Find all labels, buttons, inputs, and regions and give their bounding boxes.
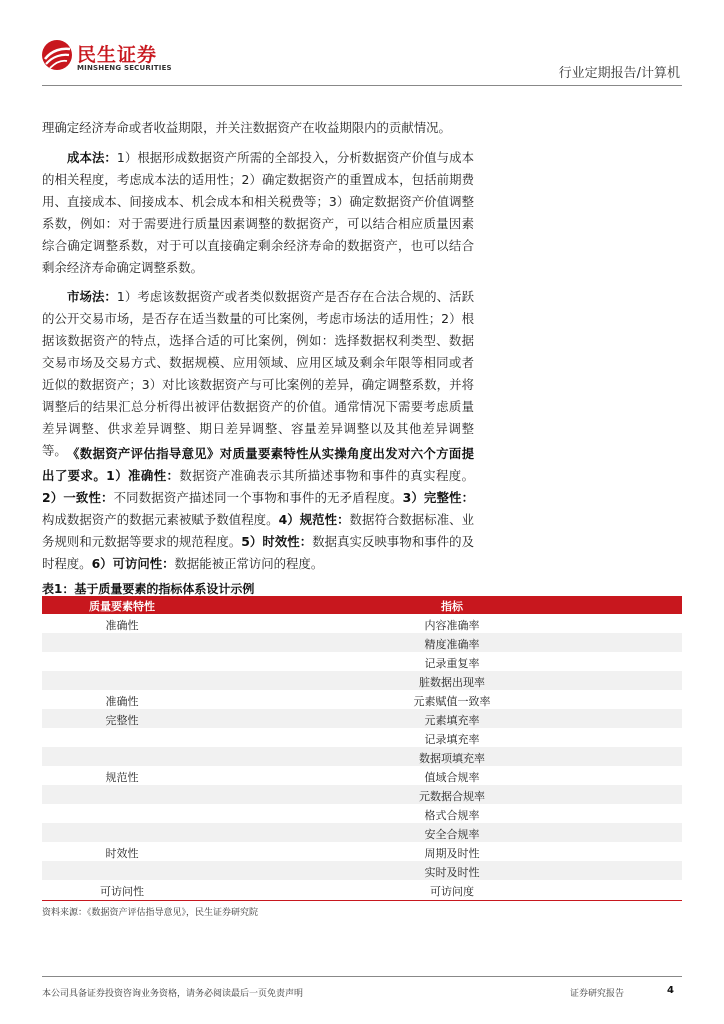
- table-bottom-rule: [42, 900, 682, 901]
- table-row: [42, 652, 682, 671]
- table-row: [42, 728, 682, 747]
- footer-disclaimer: 本公司具备证券投资咨询业务资格，请务必阅读最后一页免责声明: [42, 989, 304, 999]
- table-row: [42, 709, 682, 728]
- normative-text: 数据符合数据标准、业务规则和元数据等要求的规范程度。: [42, 512, 475, 549]
- table-source-note: 资料来源：《数据资产评估指导意见》，民生证券研究院: [42, 908, 259, 918]
- table-header-row: [42, 596, 682, 614]
- accuracy-label: 1）准确性：: [106, 468, 180, 483]
- footer-divider: [42, 976, 682, 977]
- paragraph-income-approach-end: 理确定经济寿命或者收益期限，并关注数据资产在收益期限内的贡献情况。: [42, 120, 451, 135]
- table-cell-indicator: 元素赋值一致率: [413, 695, 491, 708]
- table-row: [42, 842, 682, 861]
- page-header: [0, 0, 724, 84]
- consistency-text: 不同数据资产描述同一个事物和事件的无矛盾程度。: [113, 490, 403, 505]
- table-row: [42, 633, 682, 652]
- table-cell-indicator: 元数据合规率: [419, 790, 485, 803]
- table-cell-indicator: 格式合规率: [424, 809, 480, 822]
- normative-label: 4）规范性：: [278, 512, 350, 527]
- table-cell-indicator: 数据项填充率: [419, 752, 485, 765]
- paragraph-quality-elements: [42, 443, 474, 575]
- table-cell-indicator: 记录填充率: [424, 733, 480, 746]
- table-row: [42, 785, 682, 804]
- table-title: 表1：基于质量要素的指标体系设计示例: [42, 582, 255, 596]
- header-divider: [42, 85, 682, 86]
- table-cell-quality-element: 完整性: [105, 714, 139, 727]
- table-row: [42, 823, 682, 842]
- quality-intro: 《数据资产评估指导意见》对质量要素特性从实操角度出发对六个方面提出了要求。: [42, 446, 474, 483]
- table-cell-indicator: 值域合规率: [424, 771, 480, 784]
- table-cell-quality-element: 准确性: [105, 695, 139, 708]
- table-row: [42, 880, 682, 899]
- table-header-cell: 指标: [441, 600, 463, 613]
- company-logo: [40, 38, 180, 78]
- paragraph-cost-approach: [42, 147, 474, 279]
- table-cell-indicator: 内容准确率: [424, 619, 480, 632]
- table-row: [42, 690, 682, 709]
- timeliness-text: 数据真实反映事物和事件的及时程度。: [42, 534, 475, 571]
- table-cell-indicator: 记录重复率: [424, 657, 480, 670]
- brand-name-en: MINSHENG SECURITIES: [77, 64, 172, 72]
- paragraph-market-approach: [42, 286, 474, 462]
- brand-name: 民生证券: [77, 44, 158, 66]
- market-approach-text: 1）考虑该数据资产或者类似数据资产是否存在合法合规的、活跃的公开交易市场，是否存在适当数量的可比案例，考虑市场法的适用性；2）根据该数据资产的特点，选择合适的可比案例，例如：选择数据权利类型、数据交易市场及交易方式、数据规模、应用领域、应用区域及剩余年限等相同或者近似的数据资产；3）对比该数据资产与可比案例的差异，确定调整系数，并将调整后的结果汇总分析得出被评估数据资产的价值。通常情况下需要考虑质量差异调整、供求差异调整、期日差异调整、容量差异调整以及其他差异调整等。: [42, 289, 474, 458]
- table-cell-indicator: 周期及时性: [424, 847, 480, 860]
- cost-approach-label: 成本法：: [67, 150, 117, 165]
- accessibility-text: 数据能被正常访问的程度。: [174, 556, 324, 571]
- timeliness-label: 5）时效性：: [241, 534, 313, 549]
- table-cell-indicator: 可访问度: [430, 885, 474, 898]
- logo-emblem-icon: [40, 38, 74, 72]
- page-number: 4: [667, 985, 674, 996]
- quality-indicator-table: [42, 596, 682, 899]
- table-cell-quality-element: 时效性: [105, 847, 139, 860]
- consistency-label: 2）一致性：: [42, 490, 114, 505]
- table-row: [42, 804, 682, 823]
- accessibility-label: 6）可访问性：: [91, 556, 175, 571]
- table-cell-indicator: 脏数据出现率: [419, 676, 485, 689]
- table-cell-indicator: 元素填充率: [424, 714, 480, 727]
- footer-doc-type: 证券研究报告: [570, 989, 625, 999]
- table-cell-quality-element: 准确性: [105, 619, 139, 632]
- table-cell-quality-element: 规范性: [105, 771, 139, 784]
- table-cell-quality-element: 可访问性: [100, 885, 144, 898]
- completeness-label: 3）完整性：: [402, 490, 474, 505]
- market-approach-label: 市场法：: [67, 289, 117, 304]
- table-row: [42, 614, 682, 633]
- table-body: [42, 614, 682, 899]
- table-cell-indicator: 实时及时性: [424, 866, 480, 879]
- table-header-cell: 质量要素特性: [89, 600, 155, 613]
- table-row: [42, 861, 682, 880]
- table-cell-indicator: 精度准确率: [424, 638, 480, 651]
- accuracy-text: 数据资产准确表示其所描述事物和事件的真实程度。: [179, 468, 475, 483]
- completeness-text: 构成数据资产的数据元素被赋予数值程度。: [42, 512, 279, 527]
- report-category: 行业定期报告/计算机: [558, 66, 680, 81]
- table-cell-indicator: 安全合规率: [424, 828, 480, 841]
- cost-approach-text: 1）根据形成数据资产所需的全部投入，分析数据资产价值与成本的相关程度，考虑成本法的适用性；2）确定数据资产的重置成本，包括前期费用、直接成本、间接成本、机会成本和相关税费等；3）确定数据资产价值调整系数，例如：对于需要进行质量因素调整的数据资产，可以结合相应质量因素综合确定调整系数，对于可以直接确定剩余经济寿命的数据资产，也可以结合剩余经济寿命确定调整系数。: [42, 150, 474, 275]
- table-row: [42, 766, 682, 785]
- table-row: [42, 671, 682, 690]
- table-row: [42, 747, 682, 766]
